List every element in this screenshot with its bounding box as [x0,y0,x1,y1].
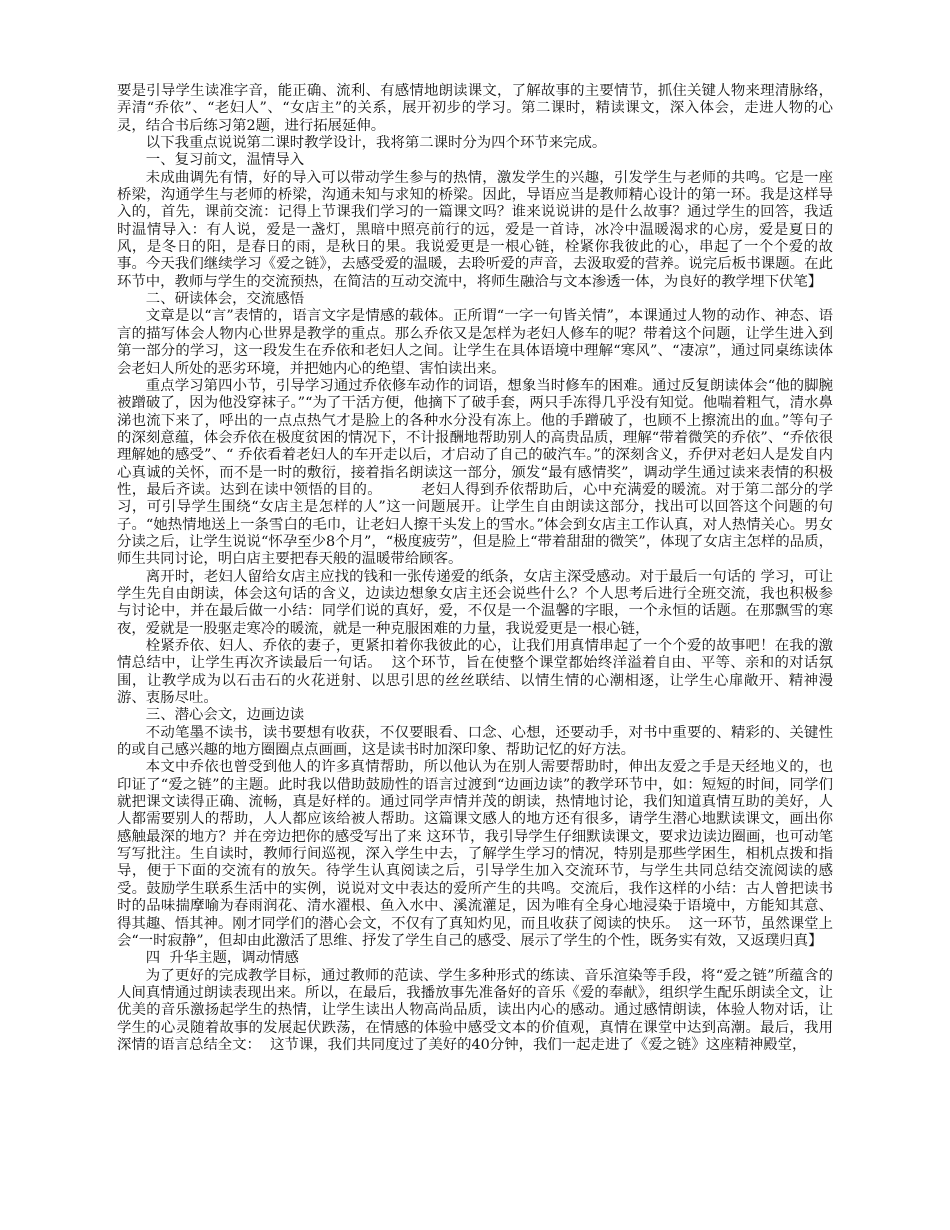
document-body [117,83,833,1054]
paragraph-language-emotion: 文章是以“言”表情的，语言文字是情感的载体。正所谓“一字一句皆关情”，本课通过人物的动作、神态、语言的描写体会人物内心世界是教学的重点。那么乔依又是怎样为老妇人修车的呢？带着这个问题，让学生进入到第一部分的学习，这一段发生在乔依和老妇人之间。让学生在具体语境中理解“寒风”、“凄凉”，通过同桌练读体会老妇人所处的恶劣环境，并把她内心的绝望、害怕读出来。 [117,308,833,377]
paragraph-intro-continued: 要是引导学生读准字音，能正确、流利、有感情地朗读课文，了解故事的主要情节，抓住关键人物来理清脉络，弄清“乔依”、“老妇人”、“女店主”的关系，展开初步的学习。第二课时，精读课文，深入体会，走进人物的心灵，结合书后练习第2题，进行拓展延伸。 [117,83,833,134]
paragraph-introduction-design: 未成曲调先有情，好的导入可以带动学生参与的热情，激发学生的兴趣，引发学生与老师的共鸣。它是一座桥梁，沟通学生与老师的桥梁，沟通未知与求知的桥梁。因此，导语应当是教师精心设计的第一环。我是这样导入的，首先，课前交流：记得上节课我们学习的一篇课文吗？谁来说说讲的是什么故事？通过学生的回答，我适时温情导入：有人说，爱是一盏灯，黑暗中照亮前行的远，爱是一首诗，冰冷中温暖渴求的心房，爱是夏日的风，是冬日的阳，是春日的雨，是秋日的果。我说爱更是一根心链，栓紧你我彼此的心，串起了一个个爱的故事。今天我们继续学习《爱之链》，去感受爱的温暖，去聆听爱的声音，去汲取爱的营养。说完后板书课题。在此环节中，教师与学生的交流预热，在简洁的互动交流中，将师生融洽与文本渗透一体，为良好的教学埋下伏笔】 [117,169,833,290]
section-heading-2: 二、研读体会，交流感悟 [145,291,305,308]
paragraph-draw-while-reading: 本文中乔依也曾受到他人的许多真情帮助，所以他认为在别人需要帮助时，伸出友爱之手是天经地义的，也印证了“爱之链”的主题。此时我以借助鼓励性的语言过渡到“边画边读”的教学环节中，如：短短的时间，同学们就把课文读得正确、流畅，真是好样的。通过同学声情并茂的朗读，热情地讨论，我们知道真情互助的美好，人人都需要别人的帮助，人人都应该给被人帮助。这篇课文感人的地方还有很多，请学生潜心地默读课文，画出你感触最深的地方？并在旁边把你的感受写出了来 这环节，我引导学生仔细默读课文，要求边读边圈画，也可动笔写写批注。生自读时，教师行间巡视，深入学生中去，了解学生学习的情况，特别是那些学困生，相机点拨和指导，便于下面的交流有的放矢。待学生认真阅读之后，引导学生加入交流环节，与学生共同总结交流阅读的感受。鼓励学生联系生活中的实例，说说对文中表达的爱所产生的共鸣。交流后，我作这样的小结：古人曾把读书时的品味揣摩喻为春雨润花、清水濯根、鱼入水中、溪流灌足，因为唯有全身心地浸染于语境中，方能知其意、得其趣、悟其神。刚才同学们的潜心会文，不仅有了真知灼见，而且收获了阅读的快乐。 这一环节，虽然课堂上会“一时寂静”，但却由此激活了思维、抒发了学生自己的感受、展示了学生的个性，既务实有效，又返璞归真】 [117,759,833,949]
paragraph-departure: 离开时，老妇人留给女店主应找的钱和一张传递爱的纸条，女店主深受感动。对于最后一句话的 学习，可让学生先自由朗读，体会这句话的含义，边读边想象女店主还会说些什么？个人思考后进行全班交流，我也积极参与讨论中，并在最后做一小结：同学们说的真好，爱，不仅是一个温馨的字眼，一个永恒的话题。在那飘雪的寒夜，爱就是一股驱走寒冷的暖流，就是一种克服困难的力量，我说爱更是一根心链， [117,568,833,637]
section-heading-4: 四 升华主题，调动情感 [145,950,299,967]
paragraph-overview: 以下我重点说说第二课时教学设计，我将第二课时分为四个环节来完成。 [145,135,607,152]
paragraph-key-study: 重点学习第四小节，引导学习通过乔依修车动作的词语，想象当时修车的困难。通过反复朗读体会“他的脚腕被蹭破了，因为他没穿袜子。”“为了干活方便，他摘下了破手套，两只手冻得几乎没有知觉。他喘着粗气，清水鼻涕也流下来了，呼出的一点点热气才是脸上的各种水分没有冻上。他的手蹭破了，也顾不上擦流出的血。”等句子的深刻意蕴，体会乔依在极度贫困的情况下，不计报酬地帮助别人的高贵品质，理解“带着微笑的乔依”、“乔依很理解她的感受”、“ 乔依看着老妇人的车开走以后，才启动了自己的破汽车。”的深刻含义，乔伊对老妇人是发自内心真诚的关怀，而不是一时的敷衍，接着指名朗读这一部分，颁发“最有感情奖”，调动学生通过读来表情的积极性，最后齐读。达到在读中领悟的目的。 老妇人得到乔依帮助后，心中充满爱的暖流。对于第二部分的学习，可引导学生围绕“女店主是怎样的人”这一问题展开。让学生自由朗读这部分，找出可以回答这个问题的句子。“她热情地送上一条雪白的毛巾，让老妇人擦干头发上的雪水。”体会到女店主工作认真，对人热情关心。男女分读之后，让学生说说“怀孕至少8个月”，“极度疲劳”，但是脸上“带着甜甜的微笑”，体现了女店主怎样的品质，师生共同讨论，明白店主要把春天般的温暖带给顾客。 [117,377,833,568]
paragraph-summary-reading: 栓紧乔依、妇人、乔依的妻子，更紧扣着你我彼此的心，让我们用真情串起了一个个爱的故事吧！在我的激情总结中，让学生再次齐读最后一句话。 这个环节，旨在使整个课堂都始终洋溢着自由、平等、亲和的对话氛围，让教学成为以石击石的火花迸射、以思引思的丝丝联结、以情生情的心潮相逐，让学生心扉敞开、精神漫游、衷肠尽吐。 [117,638,833,707]
section-heading-1: 一、复习前文，温情导入 [145,152,305,169]
paragraph-reading-method: 不动笔墨不读书，读书要想有收获，不仅要眼看、口念、心想，还要动手，对书中重要的、精彩的、关键性的或自己感兴趣的地方圈圈点点画画，这是读书时加深印象、帮助记忆的好方法。 [117,724,833,759]
section-heading-3: 三、潜心会文，边画边读 [145,707,305,724]
paragraph-sublimation: 为了更好的完成教学目标，通过教师的范读、学生多种形式的练读、音乐渲染等手段，将“爱之链”所蕴含的人间真情通过朗读表现出来。所以，在最后，我播放事先准备好的音乐《爱的奉献》，组织学生配乐朗读全文，让优美的音乐激扬起学生的热情，让学生读出人物高尚品质，读出内心的感动。通过感情朗读，体验人物对话，让学生的心灵随着故事的发展起伏跌荡，在情感的体验中感受文本的价值观，真情在课堂中达到高潮。最后，我用深情的语言总结全文： 这节课，我们共同度过了美好的40分钟，我们一起走进了《爱之链》这座精神殿堂， [117,967,833,1053]
